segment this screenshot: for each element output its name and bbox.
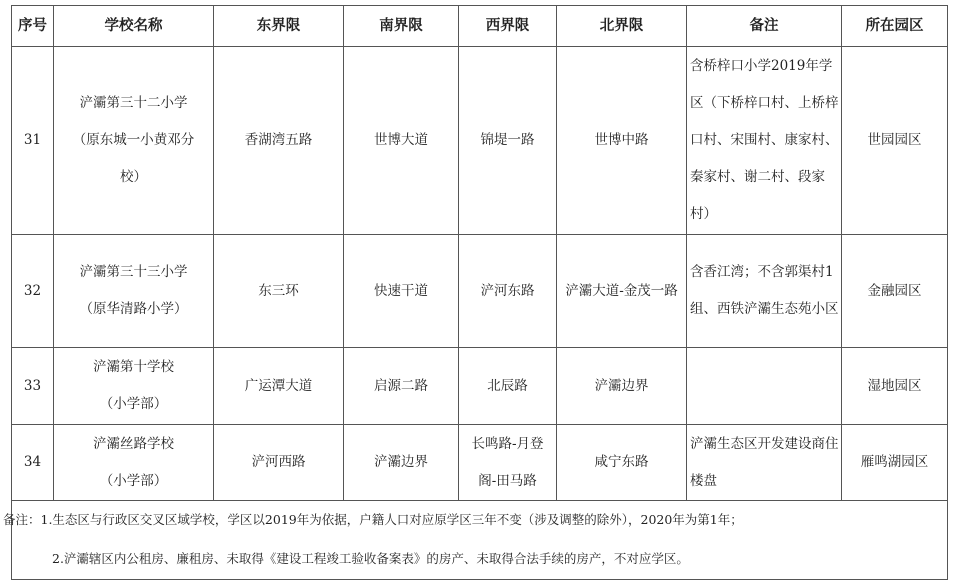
row-east: 浐河西路: [214, 425, 344, 501]
school-line: （原东城一小黄邓分: [72, 132, 195, 148]
row-west: 锦堤一路: [459, 47, 557, 235]
header-north: 北界限: [557, 6, 687, 47]
row-park: 金融园区: [842, 235, 948, 348]
row-east: 广运潭大道: [214, 348, 344, 425]
header-south: 南界限: [344, 6, 459, 47]
footnote-1: 备注：1.生态区与行政区交叉区域学校，学区以2019年为依据，户籍人口对应原学区三年不变（涉及调整的除外），2020年为第1年；: [3, 512, 743, 527]
table-row: [12, 47, 948, 235]
west-line: 长鸣路-月登: [471, 435, 544, 452]
row-school: [54, 47, 214, 235]
row-north: 咸宁东路: [557, 425, 687, 501]
table-row: [12, 425, 948, 501]
row-park: 世园园区: [842, 47, 948, 235]
school-line: （小学部）: [99, 396, 168, 412]
school-line: 校）: [120, 169, 147, 185]
row-south: 快速干道: [344, 235, 459, 348]
row-south: 浐灞边界: [344, 425, 459, 501]
header-east: 东界限: [214, 6, 344, 47]
row-west: [459, 425, 557, 501]
header-note: 备注: [687, 6, 842, 47]
row-park: 雁鸣湖园区: [842, 425, 948, 501]
row-note: [687, 348, 842, 425]
header-park: 所在园区: [842, 6, 948, 47]
table-row: [12, 235, 948, 348]
row-south: 世博大道: [344, 47, 459, 235]
row-west: 北辰路: [459, 348, 557, 425]
footnote-2: 2.浐灞辖区内公租房、廉租房、未取得《建设工程竣工验收备案表》的房产、未取得合法手续的房产，不对应学区。: [52, 551, 689, 566]
school-line: （小学部）: [99, 472, 168, 489]
row-north: 浐灞边界: [557, 348, 687, 425]
row-north: 世博中路: [557, 47, 687, 235]
row-no: 34: [12, 425, 54, 501]
row-school: [54, 235, 214, 348]
table-row: [12, 348, 948, 425]
row-west: 浐河东路: [459, 235, 557, 348]
row-no: 31: [12, 47, 54, 235]
row-south: 启源二路: [344, 348, 459, 425]
school-line: 浐灞丝路学校: [93, 435, 174, 452]
row-school: [54, 348, 214, 425]
school-line: 浐灞第十学校: [93, 359, 174, 375]
header-west: 西界限: [459, 6, 557, 47]
row-east: 东三环: [214, 235, 344, 348]
school-line: 浐灞第三十三小学: [79, 264, 188, 280]
row-no: 33: [12, 348, 54, 425]
header-row: [12, 6, 948, 47]
row-no: 32: [12, 235, 54, 348]
row-note: 浐灞生态区开发建设商住楼盘: [687, 425, 842, 501]
west-line: 阁-田马路: [478, 472, 537, 489]
row-north: 浐灞大道-金茂一路: [557, 235, 687, 348]
school-line: （原华清路小学）: [79, 301, 188, 317]
school-district-table: [11, 5, 948, 580]
row-note: 含香江湾；不含郭渠村1组、西铁浐灞生态苑小区: [687, 235, 842, 348]
header-school: 学校名称: [54, 6, 214, 47]
school-line: 浐灞第三十二小学: [79, 95, 188, 111]
row-note: 含桥梓口小学2019年学区（下桥梓口村、上桥梓口村、宋围村、康家村、秦家村、谢二村、段家村）: [687, 47, 842, 235]
row-east: 香湖湾五路: [214, 47, 344, 235]
row-school: [54, 425, 214, 501]
header-no: 序号: [12, 6, 54, 47]
row-park: 湿地园区: [842, 348, 948, 425]
